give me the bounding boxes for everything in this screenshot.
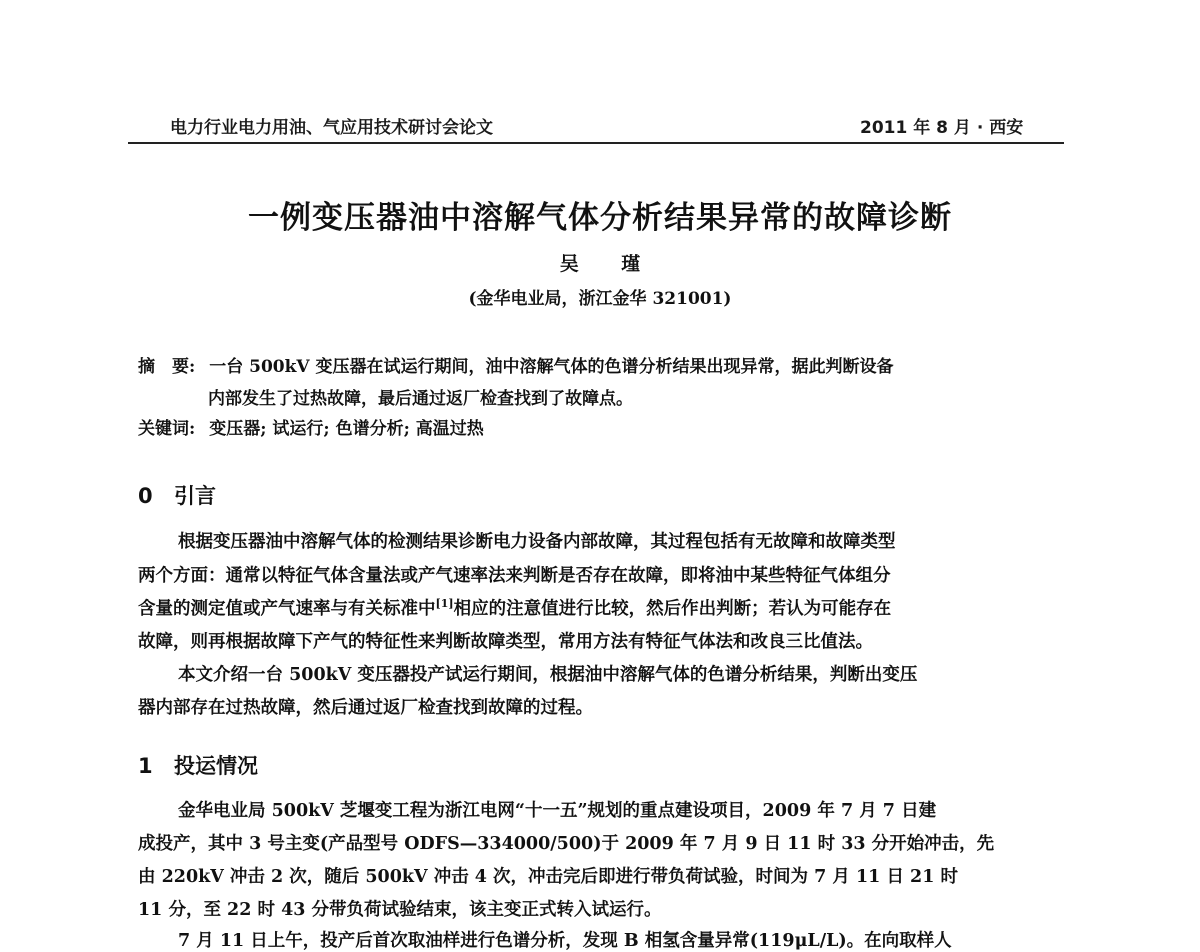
s0-p2-line-1: 本文介绍一台 500kV 变压器投产试运行期间，根据油中溶解气体的色谱分析结果，判断出变压 [178,665,918,685]
s1-p1-line-2: 成投产，其中 3 号主变(产品型号 ODFS—334000/500)于 2009 年 7 月 9 日 11 时 33 分开始冲击，先 [138,834,995,854]
header-rule [128,142,1064,144]
running-head-title: 电力行业电力用油、气应用技术研讨会论文 [170,118,493,138]
s0-p1-line-1: 根据变压器油中溶解气体的检测结果诊断电力设备内部故障，其过程包括有无故障和故障类型 [178,532,896,552]
s0-p1-line-2: 两个方面：通常以特征气体含量法或产气速率法来判断是否存在故障，即将油中某些特征气体组分 [138,566,891,586]
section-0-heading [138,480,216,510]
s1-p1-line-3: 由 220kV 冲击 2 次，随后 500kV 冲击 4 次，冲击完后即进行带负荷试验，时间为 7 月 11 日 21 时 [138,867,958,887]
keywords-text: 变压器; 试运行; 色谱分析; 高温过热 [209,419,484,439]
section-0-number: 0 [138,484,153,508]
section-1-number: 1 [138,754,153,778]
paper-title: 一例变压器油中溶解气体分析结果异常的故障诊断 [248,200,952,236]
s1-p2-line-1: 7 月 11 日上午，投产后首次取油样进行色谱分析，发现 B 相氢含量异常(119μL/L)。在向取样人 [178,931,952,951]
s1-p1-line-1: 金华电业局 500kV 芝堰变工程为浙江电网“十一五”规划的重点建设项目，2009 年 7 月 7 日建 [178,801,937,821]
section-0-title: 引言 [174,484,216,508]
running-head-date: 2011 年 8 月 · 西安 [860,118,1024,138]
s0-p1-line-3-b: 相应的注意值进行比较，然后作出判断；若认为可能存在 [453,599,892,619]
abstract-label: 摘 要: [138,357,196,377]
section-1-heading [138,750,258,780]
author-name: 吴 瑾 [559,253,659,275]
s0-p1-line-4: 故障，则再根据故障下产气的特征性来判断故障类型，常用方法有特征气体法和改良三比值法。 [138,632,873,652]
author-affiliation: (金华电业局，浙江金华 321001) [468,289,732,309]
abstract-text-1: 一台 500kV 变压器在试运行期间，油中溶解气体的色谱分析结果出现异常，据此判断设备 [209,357,894,377]
abstract-line-1 [138,352,894,377]
s1-p1-line-4: 11 分，至 22 时 43 分带负荷试验结束，该主变正式转入试运行。 [138,900,662,920]
abstract-text-2: 内部发生了过热故障，最后通过返厂检查找到了故障点。 [208,389,633,409]
keywords-line [138,414,484,439]
s0-p1-line-3-a: 含量的测定值或产气速率与有关标准中 [138,599,436,619]
keywords-label: 关键词: [138,419,196,439]
s0-p2-line-2: 器内部存在过热故障，然后通过返厂检查找到故障的过程。 [138,698,593,718]
citation-ref-1[interactable]: [1] [435,597,454,611]
section-1-title: 投运情况 [174,754,258,778]
s0-p1-line-3 [138,595,1066,620]
